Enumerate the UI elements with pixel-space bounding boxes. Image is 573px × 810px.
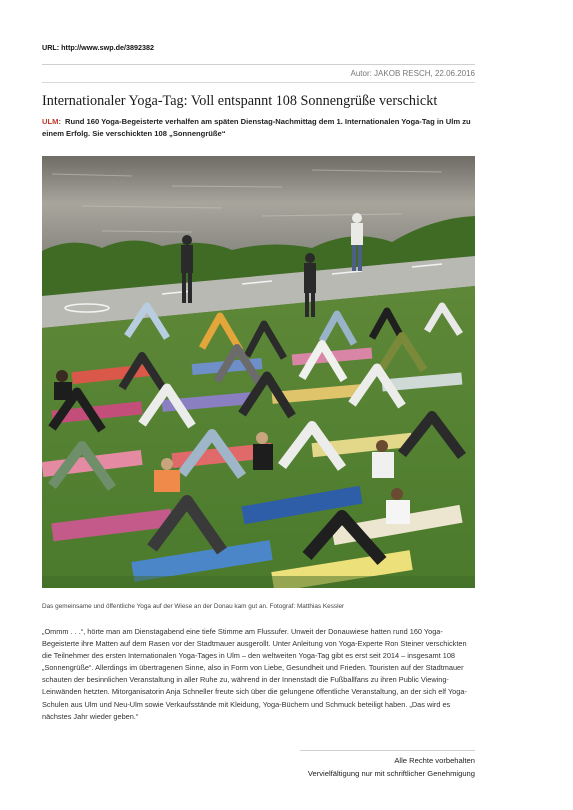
- yoga-meadow-illustration: [42, 156, 475, 588]
- article-body: „Ommm . . .“, hörte man am Dienstagabend eine tiefe Stimme am Flussufer. Unweit der Donauwiese hatten rund 160 Yoga-Begeisterte ihre Matten auf dem Rasen vor der Stadtmauer ausgerollt. Unter Anleitung von Yoga-Experte Ron Steiner verschickten die Teilnehmer des ersten Internationalen Yoga-Tages in Ulm – den weltweiten Yoga-Tag gibt es erst seit 2014 – insgesamt 108 „Sonnengrüße“. Allerdings im übertragenen Sinne, also in Form von Liebe, Gesundheit und Frieden. Touristen auf der Stadtmauer schauten der besinnlichen Veranstaltung in aller Ruhe zu, während in der Innenstadt die Fußballfans zu ihren Public Viewing-Leinwänden hetzten. Mitorganisatorin Anja Schneller freute sich über die gelungene öffentliche Veranstaltung, an der sich elf Yoga-Schulen aus Ulm und Neu-Ulm sowie Verkaufsstände mit Kleidung, Yoga-Büchern und Schmuck beteiligt haben. „Das wird es nächstes Jahr wieder geben.“: [42, 627, 467, 721]
- lead-location: ULM:: [42, 117, 61, 126]
- header-divider: [42, 82, 475, 83]
- footer-rights: Alle Rechte vorbehalten: [394, 756, 475, 765]
- footer-reproduction-note: Vervielfältigung nur mit schriftlicher Genehmigung: [307, 769, 475, 778]
- lead-text: Rund 160 Yoga-Begeisterte verhalfen am späten Dienstag-Nachmittag dem 1. Internationalen Yoga-Tag in Ulm zu einem Erfolg. Sie verschickten 108 „Sonnengrüße“: [42, 117, 471, 138]
- article-photo: [42, 156, 475, 588]
- copyright-footer: [308, 754, 475, 780]
- article-headline: Internationaler Yoga-Tag: Voll entspannt 108 Sonnengrüße verschickt: [42, 93, 438, 109]
- article-lead: [42, 116, 475, 139]
- footer-divider: [300, 750, 475, 751]
- photo-caption: Das gemeinsame und öffentliche Yoga auf der Wiese an der Donau kam gut an. Fotograf: Matthias Kessler: [42, 603, 345, 610]
- author-line: Autor: JAKOB RESCH, 22.06.2016: [350, 69, 475, 78]
- url-line: URL: http://www.swp.de/3892382: [42, 43, 154, 52]
- top-divider: [42, 64, 475, 65]
